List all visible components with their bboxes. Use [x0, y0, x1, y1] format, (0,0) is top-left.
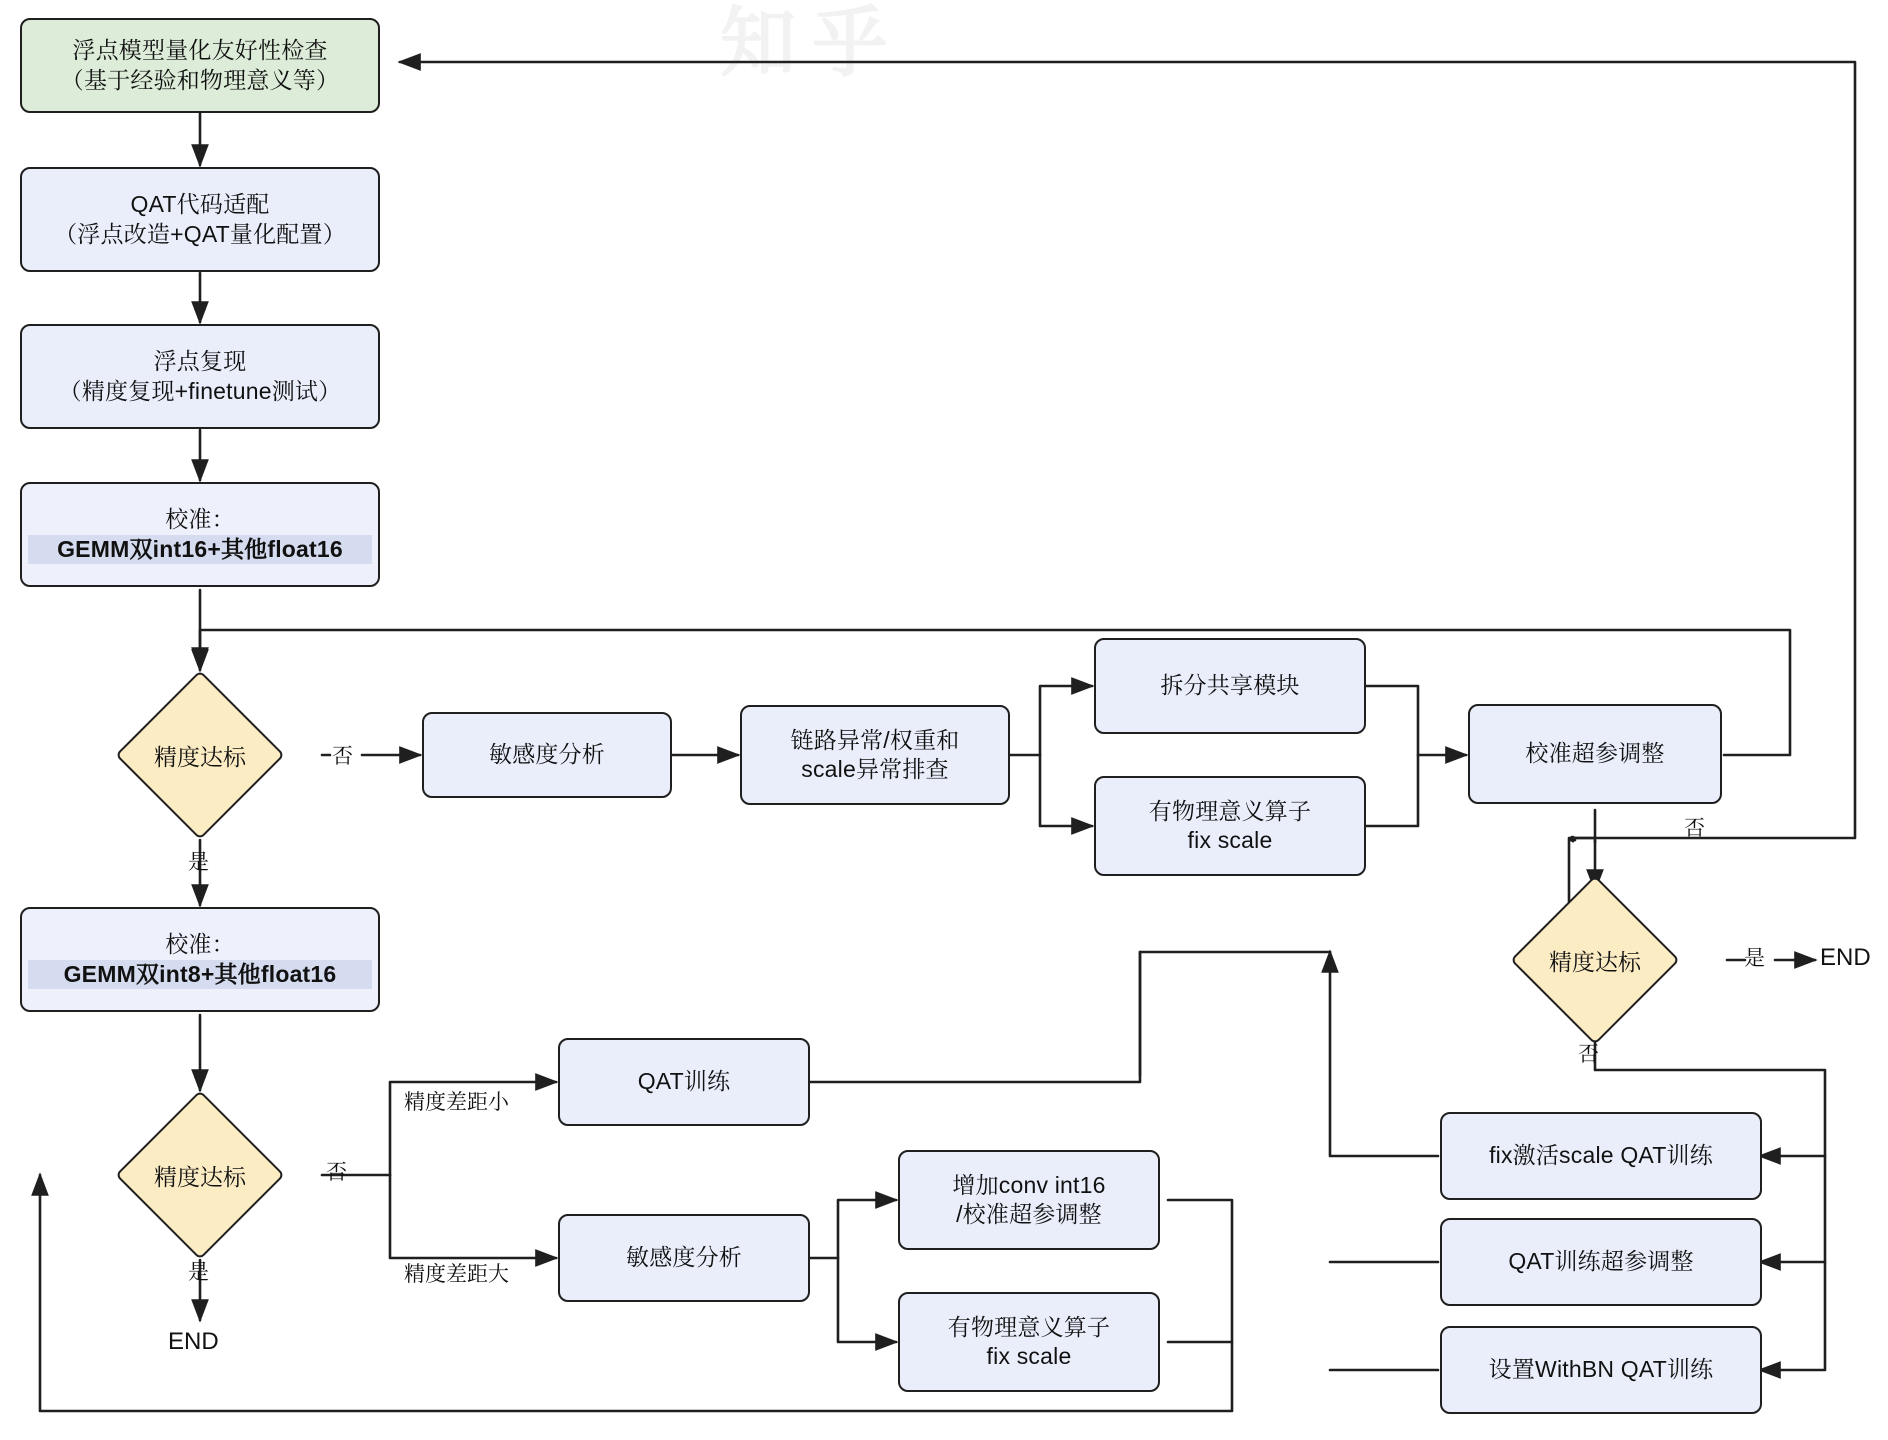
- node-line: fix scale: [986, 1343, 1072, 1369]
- edge-label-d1-no: 否: [332, 745, 353, 768]
- node-line: 浮点复现: [153, 348, 247, 375]
- node-line: 校准超参调整: [1525, 740, 1665, 767]
- node-link-weight-scale-check: [740, 705, 1010, 805]
- node-sensitivity-analysis-1: [422, 712, 672, 798]
- node-sensitivity-analysis-2: [558, 1214, 810, 1302]
- decision-accuracy-1: [115, 670, 285, 840]
- node-line: 增加conv int16: [952, 1171, 1106, 1198]
- decision-accuracy-3-label: 精度达标: [154, 1163, 246, 1190]
- node-physical-op-fix-scale-2: [898, 1292, 1160, 1392]
- node-line: 拆分共享模块: [1160, 672, 1300, 699]
- node-line: /校准超参调整: [956, 1201, 1102, 1227]
- node-line: QAT代码适配: [130, 191, 270, 218]
- decision-accuracy-2: [1510, 875, 1680, 1045]
- watermark: 知乎: [720, 1, 904, 86]
- terminal-end-left: END: [168, 1328, 219, 1355]
- node-line: （基于经验和物理意义等）: [60, 66, 340, 93]
- edge-label-d3-no: 否: [326, 1161, 347, 1184]
- decision-accuracy-3: [115, 1090, 285, 1260]
- node-line: fix scale: [1187, 827, 1273, 853]
- node-line: 敏感度分析: [489, 741, 605, 768]
- node-line: 敏感度分析: [626, 1244, 742, 1271]
- node-float-reproduce: [20, 324, 380, 429]
- node-line: fix激活scale QAT训练: [1489, 1142, 1713, 1169]
- decision-accuracy-2-label: 精度达标: [1549, 948, 1641, 975]
- node-line: （精度复现+finetune测试）: [58, 377, 342, 404]
- edge-label-d1-yes: 是: [188, 851, 209, 874]
- node-line: scale异常排查: [801, 756, 949, 782]
- node-line: QAT训练: [637, 1068, 731, 1095]
- node-line: GEMM双int16+其他float16: [28, 535, 372, 564]
- edge-label-d2-no-bottom: 否: [1578, 1043, 1599, 1066]
- edge-label-d2-no-top: 否: [1684, 817, 1705, 840]
- edge-label-small-gap: 精度差距小: [404, 1091, 509, 1114]
- node-split-shared-module: [1094, 638, 1366, 734]
- node-line: 校准：: [165, 931, 235, 958]
- node-add-conv-int16: [898, 1150, 1160, 1250]
- node-calibration-int8: [20, 907, 380, 1012]
- node-line: QAT训练超参调整: [1508, 1248, 1694, 1275]
- node-line: 有物理意义算子: [947, 1313, 1111, 1340]
- node-line: 有物理意义算子: [1148, 797, 1312, 824]
- node-qat-hyperparam-adjust: [1440, 1218, 1762, 1306]
- node-calibration-int16: [20, 482, 380, 587]
- node-fix-activation-scale-qat: [1440, 1112, 1762, 1200]
- edge-label-large-gap: 精度差距大: [404, 1263, 509, 1286]
- node-qat-training: [558, 1038, 810, 1126]
- node-line: 链路异常/权重和: [790, 726, 960, 753]
- edge-label-d2-yes: 是: [1744, 947, 1765, 970]
- edge-label-d3-yes: 是: [188, 1261, 209, 1284]
- node-line: （浮点改造+QAT量化配置）: [54, 220, 346, 247]
- node-line: 浮点模型量化友好性检查: [72, 37, 328, 64]
- node-line: 设置WithBN QAT训练: [1488, 1356, 1714, 1383]
- node-line: 校准：: [165, 506, 235, 533]
- node-float-model-check: [20, 18, 380, 113]
- terminal-end-right: END: [1820, 944, 1871, 971]
- node-qat-code-adapt: [20, 167, 380, 272]
- node-withbn-qat-training: [1440, 1326, 1762, 1414]
- node-calib-hyperparam-adjust: [1468, 704, 1722, 804]
- node-physical-op-fix-scale-1: [1094, 776, 1366, 876]
- decision-accuracy-1-label: 精度达标: [154, 743, 246, 770]
- node-line: GEMM双int8+其他float16: [28, 960, 372, 989]
